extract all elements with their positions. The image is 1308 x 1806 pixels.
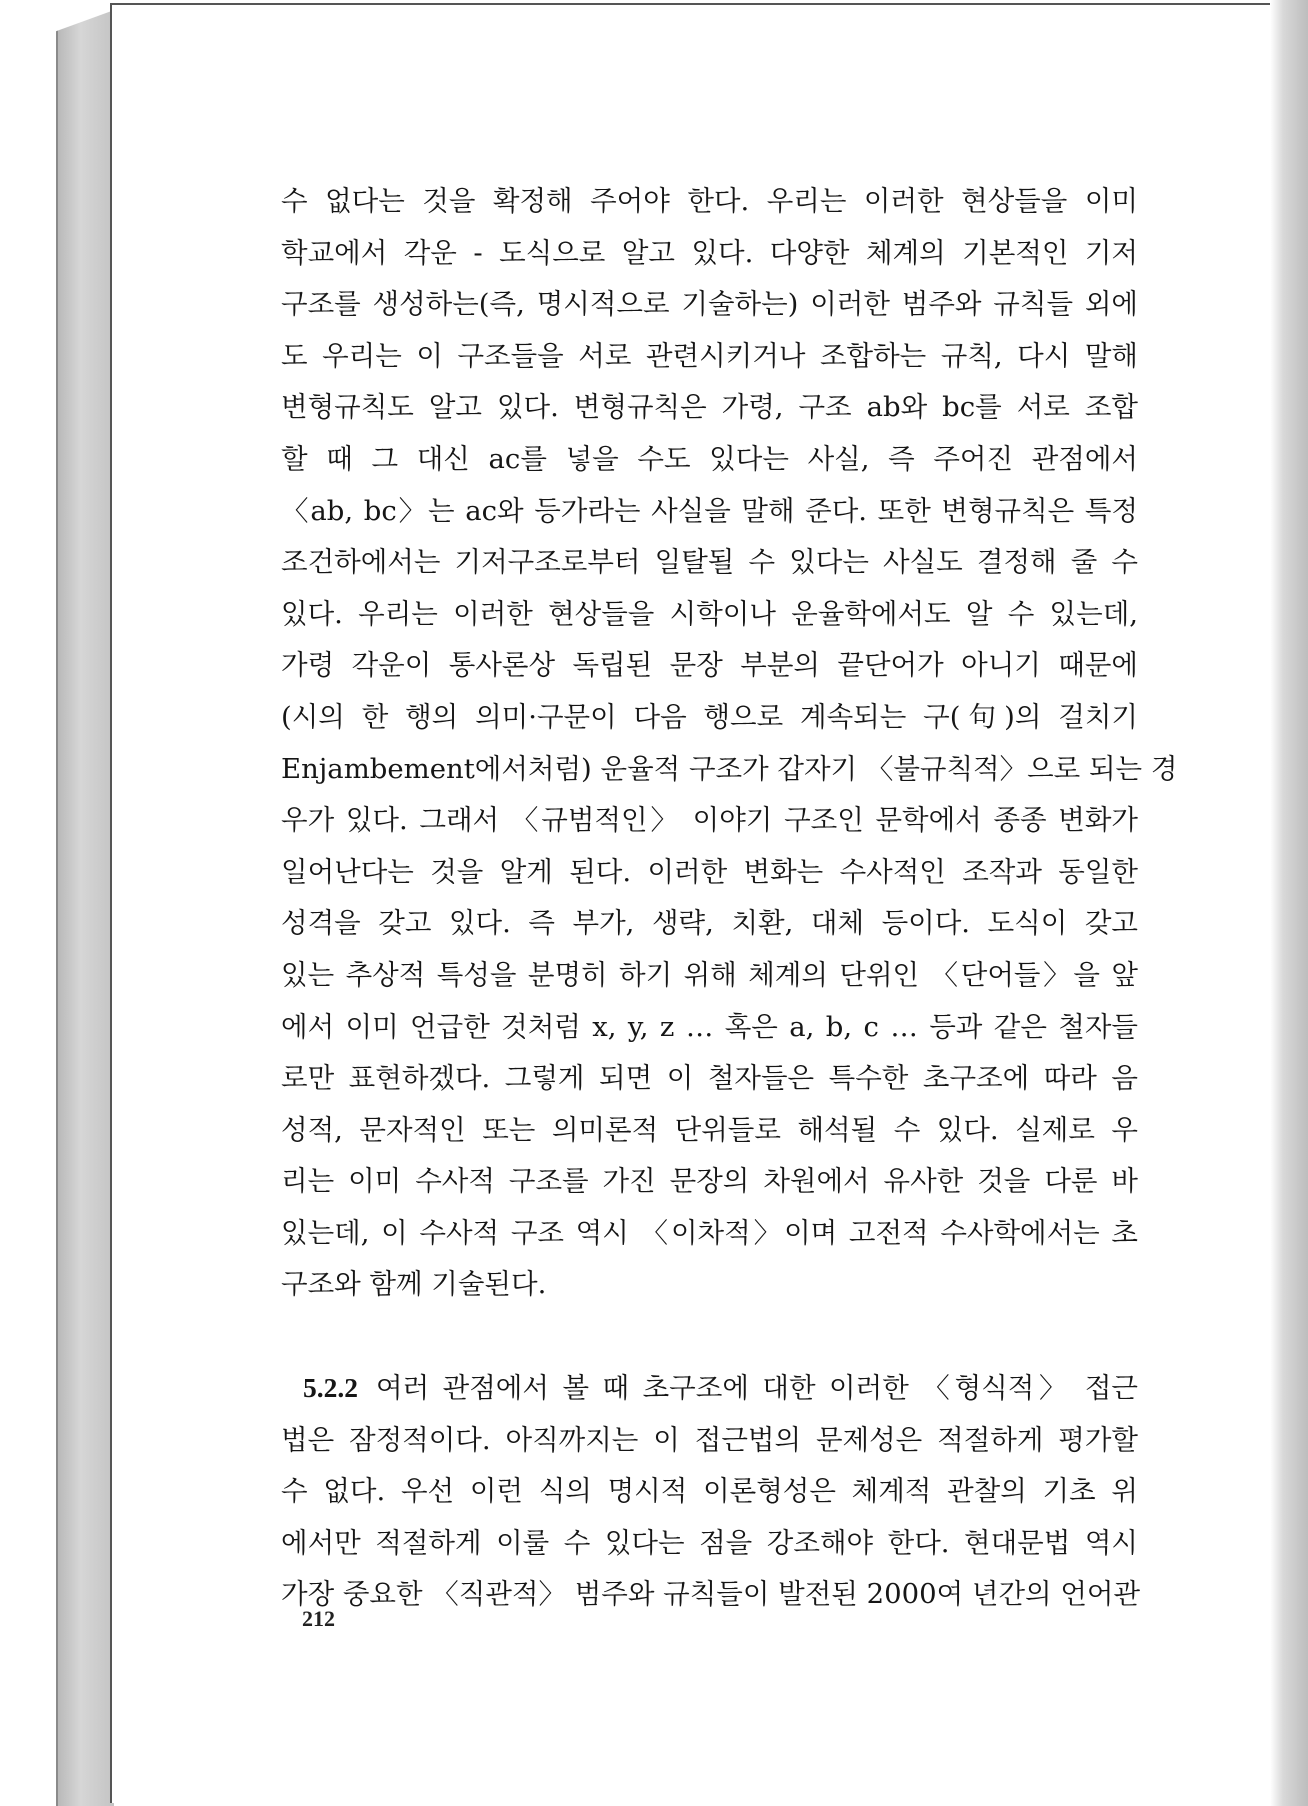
text-line: 법은 잠정적이다. 아직까지는 이 접근법의 문제성은 적절하게 평가할 — [281, 1423, 1138, 1456]
text-line: 있는 추상적 특성을 분명히 하기 위해 체계의 단위인 〈단어들〉을 앞 — [281, 958, 1138, 991]
text-line: 〈ab, bc〉는 ac와 등가라는 사실을 말해 준다. 또한 변형규칙은 특정 — [281, 494, 1138, 527]
text-line: 조건하에서는 기저구조로부터 일탈될 수 있다는 사실도 결정해 줄 수 — [281, 546, 1138, 579]
text-line: 일어난다는 것을 알게 된다. 이러한 변화는 수사적인 조작과 동일한 — [281, 855, 1138, 888]
text-line: 가령 각운이 통사론상 독립된 문장 부분의 끝단어가 아니기 때문에 — [281, 649, 1138, 682]
body-text — [281, 176, 1178, 1621]
section-number: 5.2.2 — [303, 1372, 358, 1404]
text-line: 로만 표현하겠다. 그렇게 되면 이 철자들은 특수한 초구조에 따라 음 — [281, 1062, 1138, 1095]
text-line: 할 때 그 대신 ac를 넣을 수도 있다는 사실, 즉 주어진 관점에서 — [281, 442, 1138, 475]
page-number: 212 — [302, 1606, 335, 1631]
paragraph-1 — [281, 176, 1178, 1311]
text-line: 수 없다는 것을 확정해 주어야 한다. 우리는 이러한 현상들을 이미 — [281, 185, 1138, 217]
text-line: 구조를 생성하는(즉, 명시적으로 기술하는) 이러한 범주와 규칙들 외에 — [281, 288, 1138, 321]
text-line: 에서 이미 언급한 것처럼 x, y, z … 혹은 a, b, c … 등과 같은 철자들 — [281, 1010, 1138, 1043]
text-line-first — [281, 1362, 1138, 1415]
text-line: 성격을 갖고 있다. 즉 부가, 생략, 치환, 대체 등이다. 도식이 갖고 — [281, 907, 1138, 940]
paragraph-2 — [281, 1362, 1141, 1621]
text-line: 도 우리는 이 구조들을 서로 관련시키거나 조합하는 규칙, 다시 말해 — [281, 339, 1138, 372]
text-line: Enjambement에서처럼) 운율적 구조가 갑자기 〈불규칙적〉으로 되는 경 — [281, 752, 1178, 785]
text-line: 있다. 우리는 이러한 현상들을 시학이나 운율학에서도 알 수 있는데, — [281, 597, 1138, 630]
text-line: 우가 있다. 그래서 〈규범적인〉 이야기 구조인 문학에서 종종 변화가 — [281, 804, 1138, 837]
text-line: 에서만 적절하게 이룰 수 있다는 점을 강조해야 한다. 현대문법 역시 — [281, 1526, 1138, 1559]
text-line: (시의 한 행의 의미·구문이 다음 행으로 계속되는 구(句)의 걸치기 — [281, 700, 1138, 733]
text-line: 수 없다. 우선 이런 식의 명시적 이론형성은 체계적 관찰의 기초 위 — [281, 1475, 1138, 1508]
text-line: 학교에서 각운 - 도식으로 알고 있다. 다양한 체계의 기본적인 기저 — [281, 236, 1138, 269]
book-spine — [56, 0, 114, 1806]
text-line: 가장 중요한 〈직관적〉 범주와 규칙들이 발전된 2000여 년간의 언어관 — [281, 1578, 1141, 1611]
page-edge-shadow — [1270, 0, 1308, 1806]
book-spine-top — [56, 0, 116, 40]
text-line: 있는데, 이 수사적 구조 역시 〈이차적〉이며 고전적 수사학에서는 초 — [281, 1216, 1138, 1249]
text-line: 리는 이미 수사적 구조를 가진 문장의 차원에서 유사한 것을 다룬 바 — [281, 1165, 1138, 1198]
text-line: 성적, 문자적인 또는 의미론적 단위들로 해석될 수 있다. 실제로 우 — [281, 1113, 1138, 1146]
text-line: 변형규칙도 알고 있다. 변형규칙은 가령, 구조 ab와 bc를 서로 조합 — [281, 391, 1138, 424]
text-line: 구조와 함께 기술된다. — [281, 1268, 547, 1301]
text-line-rest: 여러 관점에서 볼 때 초구조에 대한 이러한 〈형식적〉 접근 — [376, 1372, 1138, 1405]
